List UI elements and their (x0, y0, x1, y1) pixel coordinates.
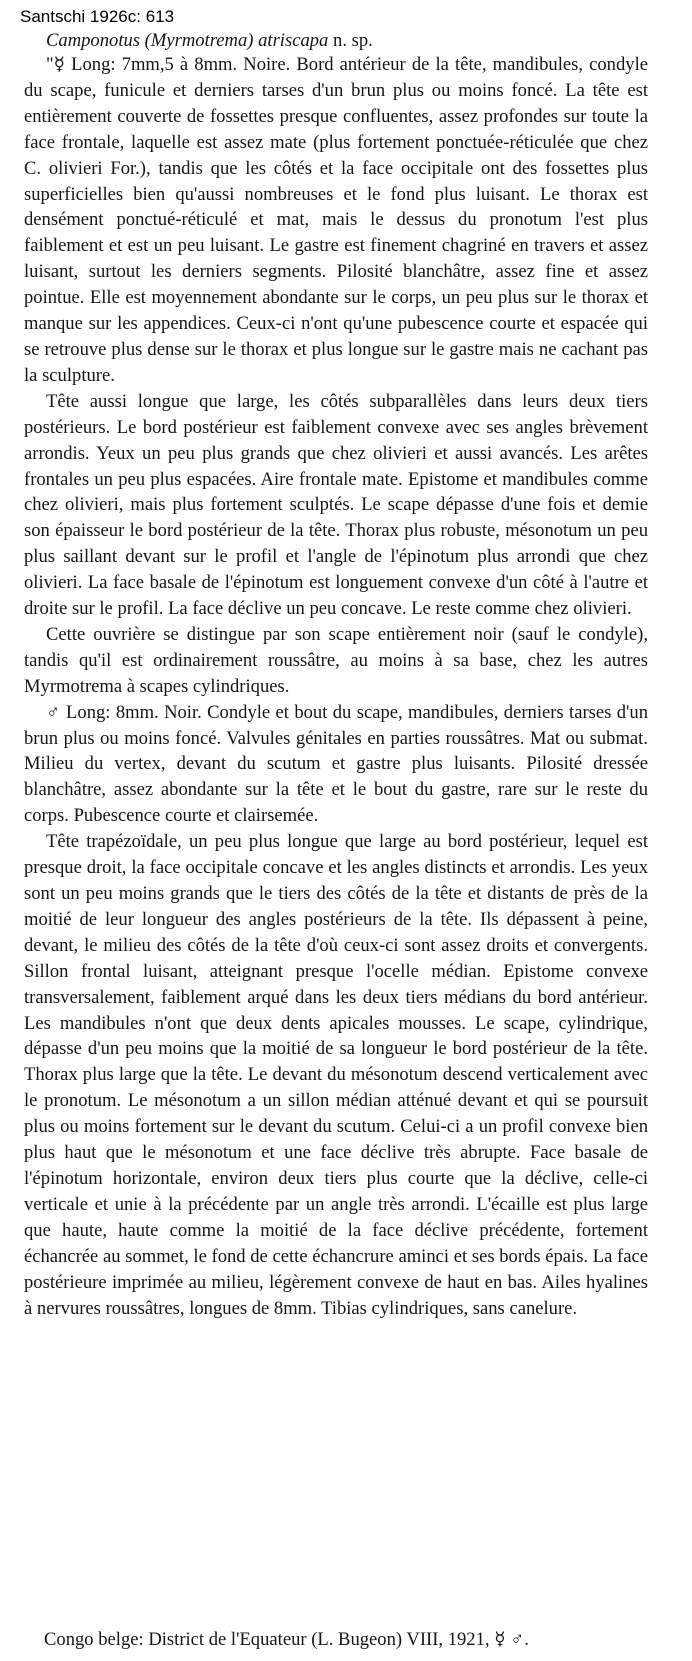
male-head-description: Tête trapézoïdale, un peu plus longue que large au bord postérieur, lequel est presque droit, la face occipitale concave et les angles distincts et arrondis. Les yeux sont un peu moins grands que le tiers des côtés de la tête et distants de près de la moitié de leur longueur des angles postérieurs de la tête. Ils dépassent à peine, devant, le milieu des côtés de la tête d'où ceux-ci sont assez droits et convergents. Sillon frontal luisant, atteignant presque l'ocelle médian. Epistome convexe transversalement, faiblement arqué dans les deux tiers médians du bord antérieur. Les mandibules n'ont que deux dents apicales mousses. Le scape, cylindrique, dépasse d'un peu moins que la moitié de sa longueur le bord postérieur de la tête. Thorax plus large que la tête. Le devant du mésonotum descend verticalement avec le pronotum. Le mésonotum a un sillon médian atténué devant et qui se poursuit plus ou moins fortement sur le devant du scutum. Celui-ci a un profil convexe bien plus haut que le mésonotum et une face déclive très abrupte. Face basale de l'épinotum horizontale, environ deux tiers plus courte que la déclive, celle-ci verticale et unie à la précédente par un angle très arrondi. L'écaille est plus large que haute, haute comme la moitié de la face déclive précédente, fortement échancrée au sommet, le fond de cette échancrure aminci et ses bords épais. La face postérieure imprimée au milieu, légèrement convexe de haut en bas. Ailes hyalines à nervures roussâtres, longues de 8mm. Tibias cylindriques, sans canelure. (24, 831, 648, 1319)
species-name: atriscapa (258, 30, 329, 51)
worker-head-description: Tête aussi longue que large, les côtés subparallèles dans leurs deux tiers postérieurs. Le bord postérieur est faiblement convexe avec ses angles brèvement arrondis. Yeux un peu plus grands que chez olivieri et aussi avancés. Les arêtes frontales un peu plus espacées. Aire frontale mate. Epistome et mandibules comme chez olivieri, mais plus fortement sculptés. Le scape dépasse d'une fois et demie son épaisseur le bord postérieur de la tête. Thorax plus robuste, mésonotum un peu plus saillant devant sur le profil et l'angle de l'épinotum plus arrondi que chez olivieri. La face basale de l'épinotum est longuement convexe d'un côté à l'autre et droite sur le profil. La face déclive un peu concave. Le reste comme chez olivieri. (24, 390, 648, 620)
worker-diagnosis: Cette ouvrière se distingue par son scape entièrement noir (sauf le condyle), tandis qu'il est ordinairement roussâtre, au moins à sa base, chez les autres Myrmotrema à scapes cylindriques. (24, 623, 648, 697)
locality-line: Congo belge: District de l'Equateur (L. Bugeon) VIII, 1921, ☿ ♂. (44, 1629, 529, 1650)
species-title (46, 28, 646, 54)
new-species-mark: n. sp. (333, 30, 373, 51)
citation-header: Santschi 1926c: 613 (20, 7, 175, 26)
male-description: ♂ Long: 8mm. Noir. Condyle et bout du scape, mandibules, derniers tarses d'un brun plus ou moins foncé. Valvules génitales en parties roussâtres. Mat ou submat. Milieu du vertex, devant du scutum et gastre plus luisants. Pilosité dressée blanchâtre, assez abondante sur la tête et le bout du gastre, rare sur le reste du corps. Pubescence courte et clairsemée. (24, 701, 648, 827)
subgenus-name: (Myrmotrema) (144, 30, 254, 51)
description-body (24, 52, 648, 1321)
genus-name: Camponotus (46, 30, 141, 51)
worker-description: "☿ Long: 7mm,5 à 8mm. Noire. Bord antérieur de la tête, mandibules, condyle du scape, funicule et derniers tarses d'un brun plus ou moins foncé. La tête est entièrement couverte de fossettes presque confluentes, assez profondes sur toute la face frontale, laquelle est assez mate (plus fortement ponctuée-réticulée que chez C. olivieri For.), tandis que les côtés et la face occipitale ont des fossettes plus superficielles bien qu'aussi nombreuses et le fond plus luisant. Le thorax est densément ponctué-réticulé et mat, mais le dessus du pronotum l'est plus faiblement et est un peu luisant. Le gastre est finement chagriné en travers et assez luisant, surtout les derniers segments. Pilosité blanchâtre, assez fine et assez pointue. Elle est moyennement abondante sur le corps, un peu plus sur le thorax et manque sur les appendices. Ceux-ci n'ont qu'une pubescence courte et espacée qui se retrouve plus dense sur le thorax et plus longue sur le gastre mais ne cachant pas la sculpture. (24, 54, 648, 386)
